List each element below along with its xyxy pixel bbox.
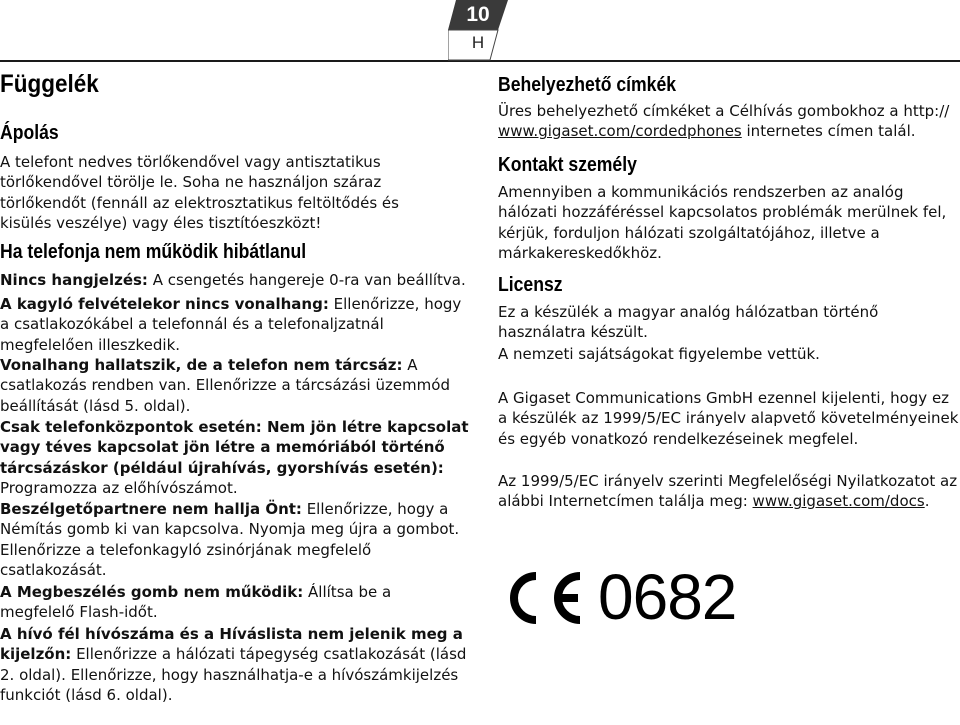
trouble-item <box>0 270 470 290</box>
care-line: kisülés veszélye) vagy éles tisztítóeszközt! <box>0 214 322 233</box>
page-tab <box>448 0 508 62</box>
license-para1: Ez a készülék a magyar analóg hálózatban történő használatra készült. <box>498 303 879 342</box>
troubleshooting-heading: Ha telefonja nem működik hibátlanul <box>0 241 307 263</box>
conformity-text <box>498 471 960 512</box>
care-line: A telefont nedves törlőkendővel vagy antisztatikus <box>0 153 381 171</box>
labels-text <box>498 101 960 142</box>
conformity-desc: Az 1999/5/EC irányelv szerinti Megfelelőségi Nyilatkozatot az alábbi Internetcímen találja meg: <box>498 472 958 511</box>
labels-heading: Behelyezhető címkék <box>498 74 677 96</box>
trouble-label: A Megbeszélés gomb nem működik: <box>0 583 304 601</box>
declaration-text: A Gigaset Communications GmbH ezennel kijelenti, hogy ez a készülék az 1999/5/EC irányelv alapvető követelményeinek és egyéb vonatkozó rendelkezéseinek megfelel. <box>498 389 959 448</box>
trouble-text: Állítsa be a megfelelő Flash-időt. <box>0 583 392 622</box>
trouble-label: A kagyló felvételekor nincs vonalhang: <box>0 295 329 313</box>
trouble-item <box>0 624 470 706</box>
trouble-label: Beszélgetőpartnere nem hallja Önt: <box>0 500 302 518</box>
trouble-text: Ellenőrizze, hogy a csatlakozókábel a telefonnál és a telefonaljzatnál megfelelően illeszkedik. <box>0 295 462 354</box>
care-line: törlőkendővel törölje le. Soha ne használjon száraz <box>0 173 382 192</box>
trouble-item <box>0 294 470 355</box>
ce-mark <box>498 558 737 648</box>
docs-link[interactable]: www.gigaset.com/docs <box>752 492 925 511</box>
trouble-text: Ellenőrizze a hálózati tápegység csatlakozását (lásd 2. oldal). Ellenőrizze, hogy használhatja-e a hívószámkijelzés funkciót (lásd 6. oldal). <box>0 645 467 705</box>
cordedphones-link[interactable]: www.gigaset.com/cordedphones <box>498 122 742 141</box>
trouble-item <box>0 355 470 416</box>
contact-heading: Kontakt személy <box>498 154 637 176</box>
contact-text: Amennyiben a kommunikációs rendszerben az analóg hálózati hozzáféréssel kapcsolatos problémák merülnek fel, kérjük, forduljon hálózati szolgáltatójához, illetve a márkakereskedőkhöz. <box>498 183 947 263</box>
trouble-label: Csak telefonközpontok esetén: Nem jön létre kapcsolat vagy téves kapcsolat jön létre a memóriából történő tárcsázáskor (például újrahívás, gyorshívás esetén): <box>0 418 469 477</box>
trouble-item <box>0 582 470 623</box>
trouble-text: A csengetés hangereje 0-ra van beállítva. <box>152 271 466 289</box>
section-letter: H <box>471 33 485 52</box>
conformity-end: . <box>924 492 930 511</box>
care-line: törlőkendőt (fennáll az elektrosztatikus feltöltődés és <box>0 193 399 212</box>
care-text <box>0 152 470 234</box>
page-number: 10 <box>466 3 490 26</box>
page-title: Függelék <box>0 70 99 98</box>
trouble-text: Ellenőrizze, hogy a Némítás gomb ki van kapcsolva. Nyomja meg újra a gombot. Ellenőrizze a telefonkagyló zsinórjának megfelelő csatlakozását. <box>0 500 460 580</box>
license-heading: Licensz <box>498 274 563 296</box>
trouble-text: A csatlakozás rendben van. Ellenőrizze a tárcsázási üzemmód beállítását (lásd 5. oldal). <box>0 356 450 415</box>
notified-body-number: 0682 <box>598 561 737 633</box>
trouble-item <box>0 417 470 499</box>
care-heading: Ápolás <box>0 122 59 144</box>
labels-text-end: internetes címen talál. <box>741 122 916 141</box>
trouble-label: A hívó fél hívószáma és a Híváslista nem jelenik meg a kijelzőn: <box>0 625 463 664</box>
ce-logo-icon <box>498 558 590 638</box>
trouble-label: Nincs hangjelzés: <box>0 271 148 289</box>
labels-text-start: Üres behelyezhető címkéket a Célhívás gombokhoz a http:// <box>498 102 950 120</box>
trouble-item <box>0 499 470 581</box>
trouble-label: Vonalhang hallatszik, de a telefon nem tárcsáz: <box>0 356 403 374</box>
license-para2: A nemzeti sajátságokat figyelembe vettük. <box>498 345 820 363</box>
trouble-text: Programozza az előhívószámot. <box>0 479 238 498</box>
